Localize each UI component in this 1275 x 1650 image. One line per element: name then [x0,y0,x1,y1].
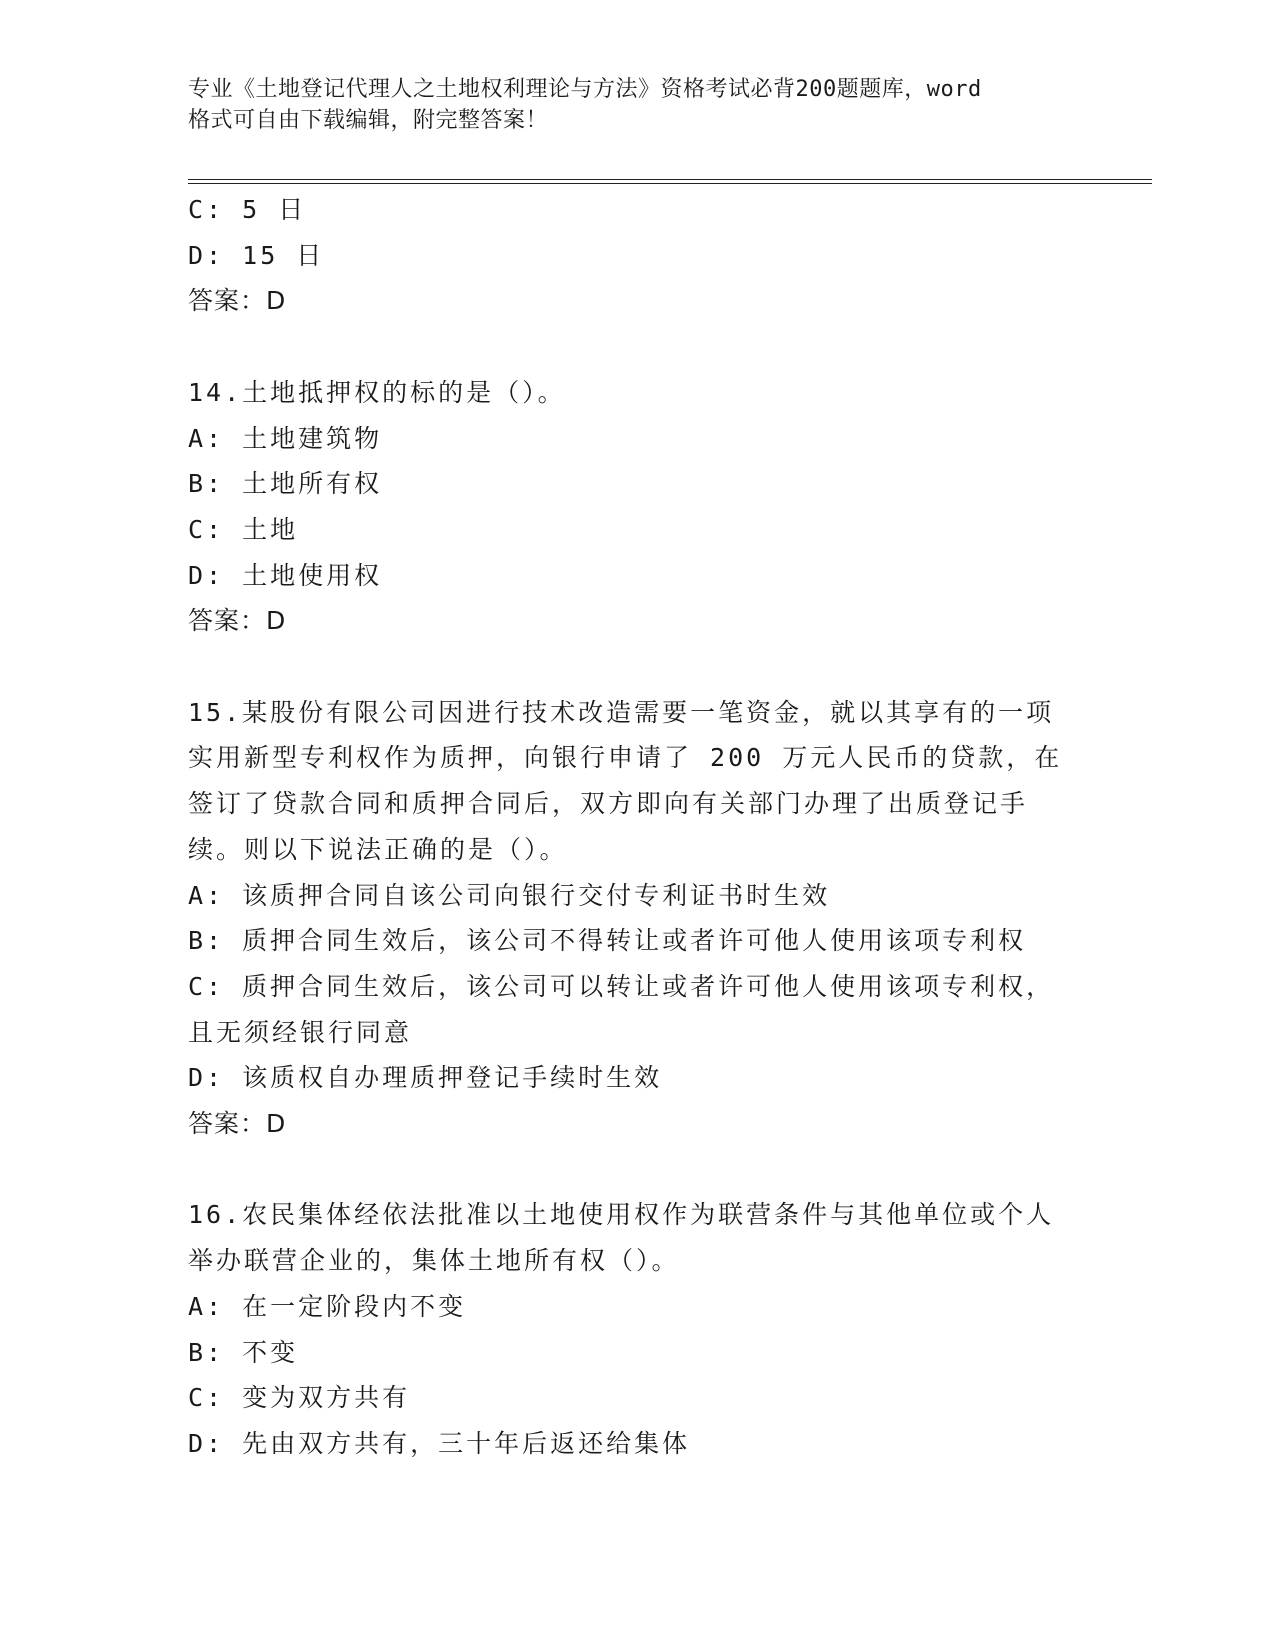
question-stem: 14.土地抵押权的标的是（）。 [188,377,566,407]
option-c: C: 5 日 [188,195,307,224]
spacer [188,1147,1088,1193]
question-16 [188,1192,1088,1466]
answer: 答案：D [188,606,287,636]
header-line-1: 专业《土地登记代理人之土地权利理论与方法》资格考试必背200题题库，word [188,77,982,102]
header-divider-bottom [188,183,1152,184]
option-c-line-1: C: 质押合同生效后，该公司可以转让或者许可他人使用该项专利权， [188,971,1055,1001]
answer: 答案：D [188,286,287,316]
question-15 [188,690,1088,1147]
question-stem-line-1: 15.某股份有限公司因进行技术改造需要一笔资金，就以其享有的一项 [188,697,1055,727]
option-d: D: 该质权自办理质押登记手续时生效 [188,1063,663,1093]
spacer [188,324,1088,370]
header-line-2: 格式可自由下载编辑，附完整答案！ [188,108,549,133]
question-stem-line-2: 举办联营企业的，集体土地所有权（）。 [188,1246,680,1276]
question-13-tail [188,187,1088,324]
option-b: B: 不变 [188,1337,299,1367]
option-d: D: 15 日 [188,240,325,270]
question-list [188,187,1088,1467]
option-b: B: 质押合同生效后，该公司不得转让或者许可他人使用该项专利权 [188,926,1027,956]
option-a: A: 在一定阶段内不变 [188,1291,467,1321]
option-b: B: 土地所有权 [188,469,383,499]
option-c-line-2: 且无须经银行同意 [188,1017,413,1047]
option-c: C: 土地 [188,514,299,544]
question-stem-line-3: 签订了贷款合同和质押合同后，双方即向有关部门办理了出质登记手 [188,789,1029,819]
question-14 [188,370,1088,644]
page-header [188,74,1068,136]
answer: 答案：D [188,1109,287,1139]
question-stem-line-1: 16.农民集体经依法批准以土地使用权作为联营条件与其他单位或个人 [188,1200,1055,1230]
question-stem-line-2: 实用新型专利权作为质押，向银行申请了 200 万元人民币的贷款，在 [188,743,1063,773]
option-a: A: 土地建筑物 [188,423,383,453]
spacer [188,644,1088,690]
option-a: A: 该质押合同自该公司向银行交付专利证书时生效 [188,880,831,910]
option-d: D: 土地使用权 [188,560,383,590]
option-d: D: 先由双方共有，三十年后返还给集体 [188,1428,691,1458]
header-divider-top [188,179,1152,180]
option-c: C: 变为双方共有 [188,1383,411,1413]
question-stem-line-4: 续。则以下说法正确的是（）。 [188,834,568,864]
